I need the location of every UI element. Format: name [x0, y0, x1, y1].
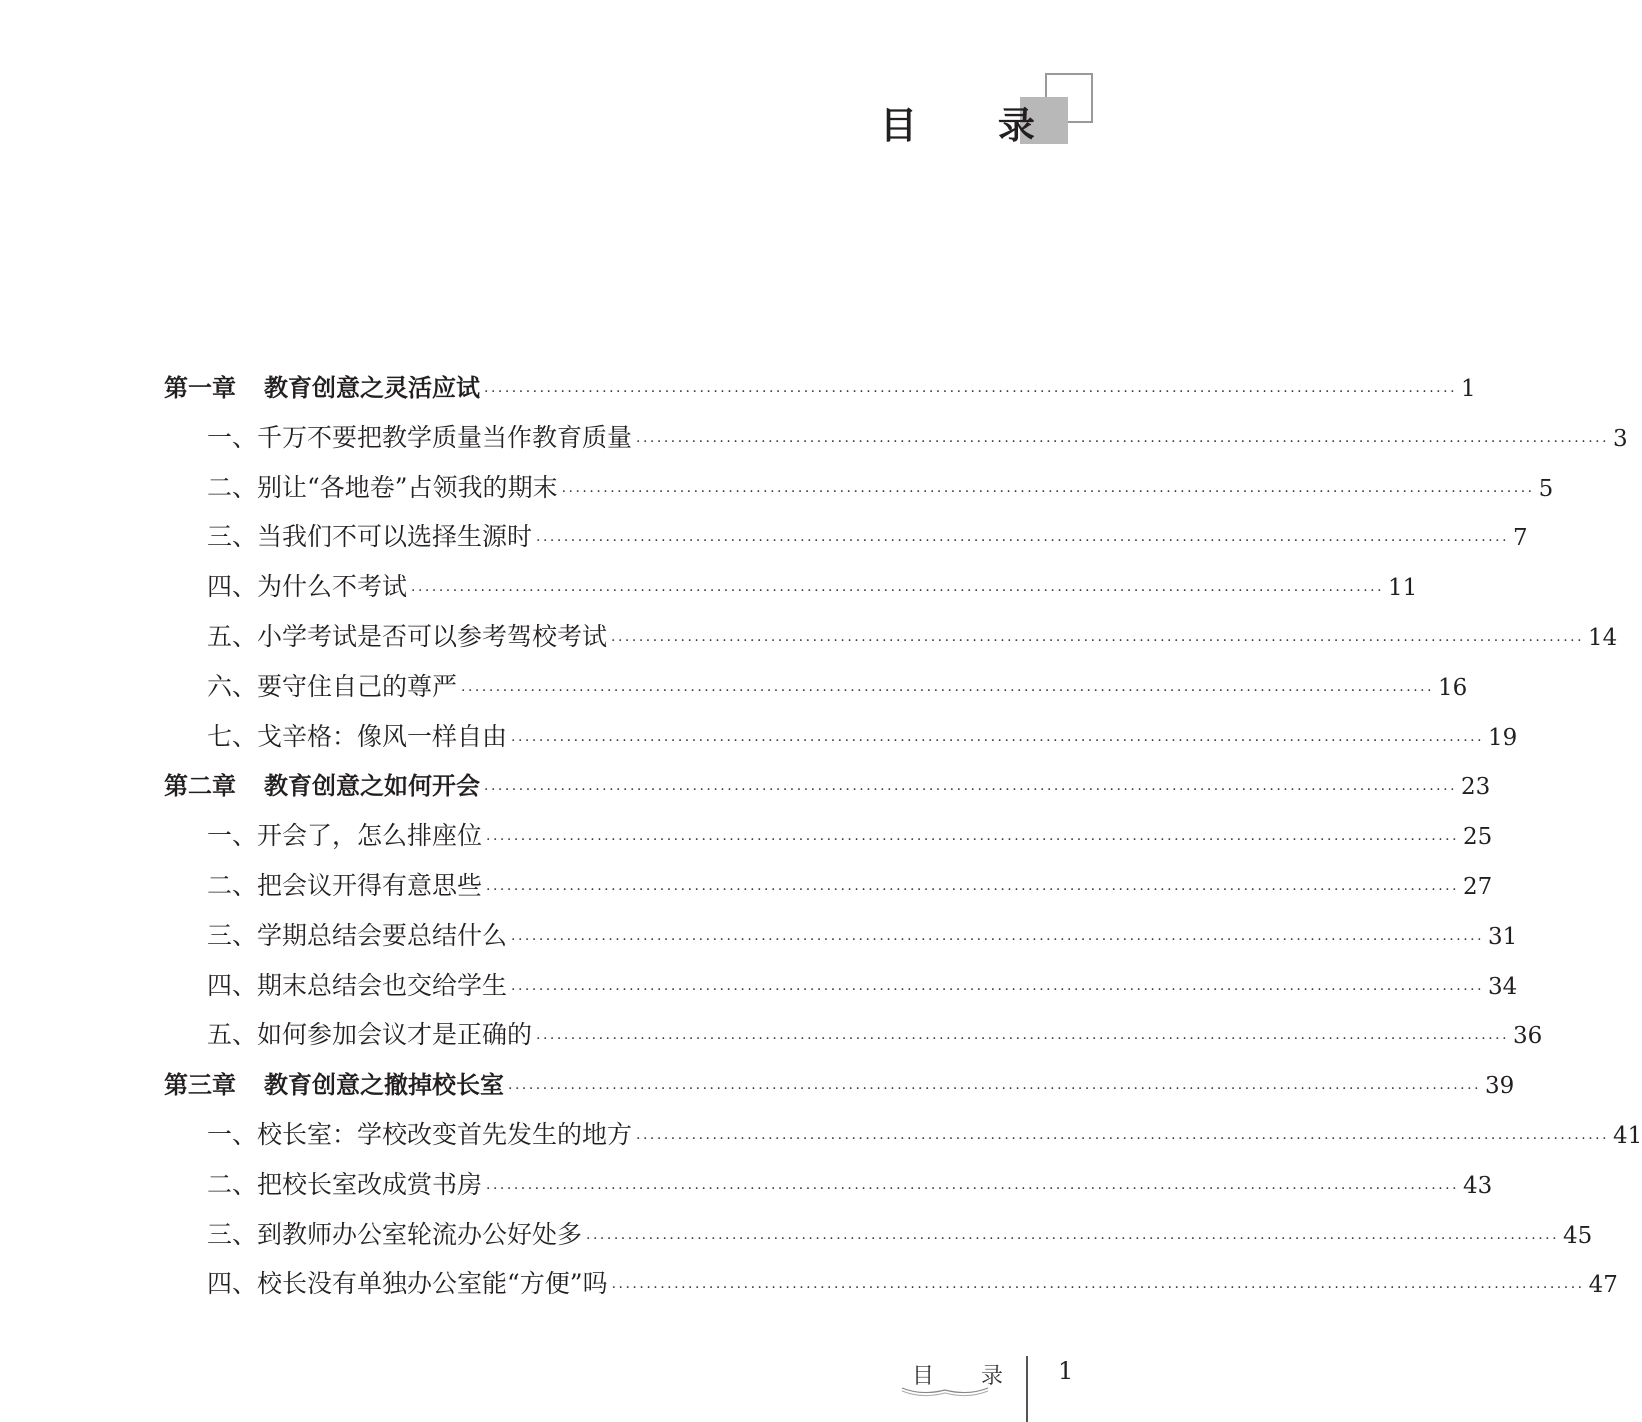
toc-page-number: 47 — [1588, 1272, 1618, 1299]
toc-section-row — [207, 463, 1554, 513]
toc-chapter-heading — [164, 363, 480, 413]
toc-chapter-number: 第二章 — [164, 772, 236, 801]
page-title: 目 录 — [880, 104, 1069, 147]
toc-chapter-heading — [164, 1060, 504, 1110]
toc-dot-leader: ············································································································································ — [636, 433, 1610, 450]
toc-dot-leader: ············································································································································ — [536, 1031, 1510, 1048]
toc-section-row — [207, 811, 1493, 861]
toc-section-row — [207, 911, 1518, 961]
toc-dot-leader: ············································································································································ — [586, 1230, 1560, 1247]
toc-section-title: 三、学期总结会要总结什么 — [207, 920, 508, 950]
toc-page-number: 45 — [1563, 1222, 1593, 1249]
toc-section-row — [207, 413, 1628, 463]
toc-section-title: 三、当我们不可以选择生源时 — [207, 522, 533, 552]
toc-dot-leader: ············································································································································ — [508, 1081, 1482, 1098]
toc-section-title: 四、为什么不考试 — [207, 572, 408, 602]
toc-chapter-title: 教育创意之如何开会 — [264, 772, 480, 801]
toc-page-number: 5 — [1538, 475, 1554, 502]
toc-chapter-title: 教育创意之撤掉校长室 — [264, 1071, 504, 1100]
toc-section-title: 五、小学考试是否可以参考驾校考试 — [207, 622, 608, 651]
toc-section-title: 三、到教师办公室轮流办公好处多 — [207, 1219, 583, 1249]
toc-section-title: 一、校长室：学校改变首先发生的地方 — [207, 1120, 633, 1149]
toc-chapter-number: 第一章 — [164, 374, 236, 402]
footer-book-swoosh-icon — [900, 1384, 990, 1398]
toc-dot-leader: ············································································································································ — [536, 533, 1510, 550]
toc-dot-leader: ············································································································································ — [484, 384, 1458, 400]
toc-page-number: 41 — [1613, 1123, 1642, 1149]
toc-chapter-row — [164, 1060, 1515, 1110]
toc-chapter-heading — [164, 761, 480, 811]
toc-section-row — [207, 512, 1528, 562]
toc-section-row — [207, 1210, 1593, 1260]
toc-section-row — [207, 961, 1518, 1011]
toc-section-row — [207, 1110, 1642, 1160]
toc-chapter-number: 第三章 — [164, 1071, 236, 1100]
toc-chapter-row — [164, 761, 1491, 811]
toc-page-number: 36 — [1513, 1023, 1543, 1050]
toc-dot-leader: ············································································································································ — [461, 682, 1435, 699]
toc-dot-leader: ············································································································································ — [561, 483, 1535, 500]
toc-section-title: 一、开会了，怎么排座位 — [207, 821, 483, 851]
toc-section-row — [207, 861, 1493, 911]
toc-page-number: 39 — [1485, 1073, 1515, 1100]
toc-dot-leader: ············································································································································ — [611, 633, 1585, 649]
toc-section-title: 六、要守住自己的尊严 — [207, 671, 458, 701]
toc-page-number: 1 — [1461, 376, 1476, 402]
toc-section-title: 七、戈辛格：像风一样自由 — [207, 721, 508, 751]
toc-chapter-title: 教育创意之灵活应试 — [264, 374, 480, 402]
toc-section-title: 二、别让“各地卷”占领我的期末 — [207, 472, 558, 502]
toc-dot-leader: ············································································································································ — [636, 1131, 1610, 1147]
toc-page-number: 19 — [1488, 724, 1518, 751]
toc-dot-leader: ············································································································································ — [411, 583, 1385, 600]
toc-dot-leader: ············································································································································ — [486, 832, 1460, 849]
toc-page-number: 11 — [1388, 575, 1418, 602]
toc-section-title: 二、把会议开得有意思些 — [207, 871, 483, 900]
toc-page-number: 23 — [1461, 774, 1491, 801]
toc-section-row — [207, 562, 1418, 612]
toc-page-number: 25 — [1463, 824, 1493, 851]
toc-page-number: 3 — [1613, 425, 1628, 452]
toc-dot-leader: ············································································································································ — [511, 931, 1485, 948]
toc-section-row — [207, 1010, 1543, 1060]
toc-section-title: 四、期末总结会也交给学生 — [207, 970, 508, 1000]
footer-page-number: 1 — [1058, 1357, 1074, 1385]
toc-page-number: 14 — [1588, 625, 1618, 651]
toc-dot-leader: ············································································································································ — [611, 1280, 1585, 1297]
toc-section-title: 五、如何参加会议才是正确的 — [207, 1020, 533, 1050]
toc-chapter-row — [164, 363, 1476, 413]
toc-page-number: 31 — [1488, 923, 1518, 950]
toc-page-number: 27 — [1463, 874, 1493, 900]
toc-section-title: 一、千万不要把教学质量当作教育质量 — [207, 422, 633, 452]
toc-dot-leader: ············································································································································ — [511, 732, 1485, 749]
toc-dot-leader: ············································································································································ — [486, 882, 1460, 898]
toc-dot-leader: ············································································································································ — [511, 981, 1485, 998]
footer-divider — [1026, 1356, 1028, 1422]
toc-page-number: 16 — [1438, 674, 1468, 701]
toc-section-title: 四、校长没有单独办公室能“方便”吗 — [207, 1269, 608, 1299]
toc-section-title: 二、把校长室改成赏书房 — [207, 1169, 483, 1199]
toc-section-row — [207, 1259, 1618, 1309]
toc-section-row — [207, 712, 1518, 762]
toc-section-row — [207, 612, 1618, 662]
toc-dot-leader: ············································································································································ — [484, 782, 1458, 799]
toc-section-row — [207, 662, 1468, 712]
toc-dot-leader: ············································································································································ — [486, 1180, 1460, 1197]
toc-page-number: 43 — [1463, 1172, 1493, 1199]
toc-page-number: 7 — [1513, 525, 1528, 552]
toc-section-row — [207, 1160, 1493, 1210]
footer-section-label: 目 录 — [912, 1364, 1023, 1389]
toc-page-number: 34 — [1488, 973, 1518, 1000]
